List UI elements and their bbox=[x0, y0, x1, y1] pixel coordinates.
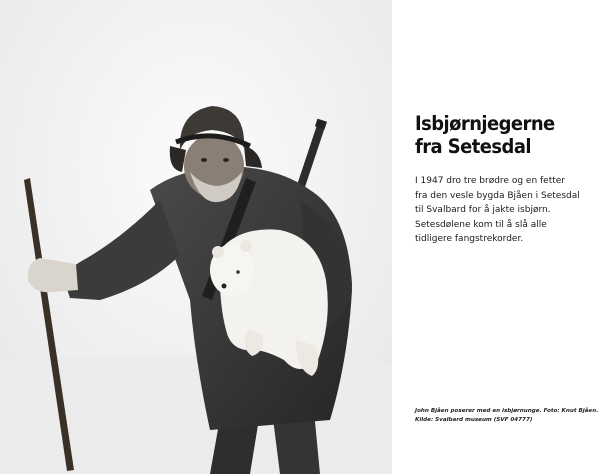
caption-line: Kilde: Svalbard museum (SVF 04777) bbox=[415, 417, 533, 423]
lede-line: I 1947 dro tre brødre og en fetter bbox=[415, 176, 566, 186]
caption-line: John Bjåen poserer med en isbjørnunge. Foto: Knut Bjåen. bbox=[415, 408, 599, 414]
headline bbox=[415, 112, 571, 158]
headline-line: Isbjørnjegerne bbox=[415, 112, 555, 135]
lede-line: tidligere fangstrekorder. bbox=[415, 234, 524, 245]
lede-line: Setesdølene kom til å slå alle bbox=[415, 219, 547, 230]
lede-line: til Svalbard for å jakte isbjørn. bbox=[415, 205, 551, 216]
lede-line: fra den vesle bygda Bjåen i Setesdal bbox=[415, 190, 580, 201]
photo-caption bbox=[415, 407, 599, 425]
article-intro bbox=[415, 112, 585, 247]
lede-paragraph bbox=[415, 174, 585, 247]
headline-line: fra Setesdal bbox=[415, 135, 531, 158]
